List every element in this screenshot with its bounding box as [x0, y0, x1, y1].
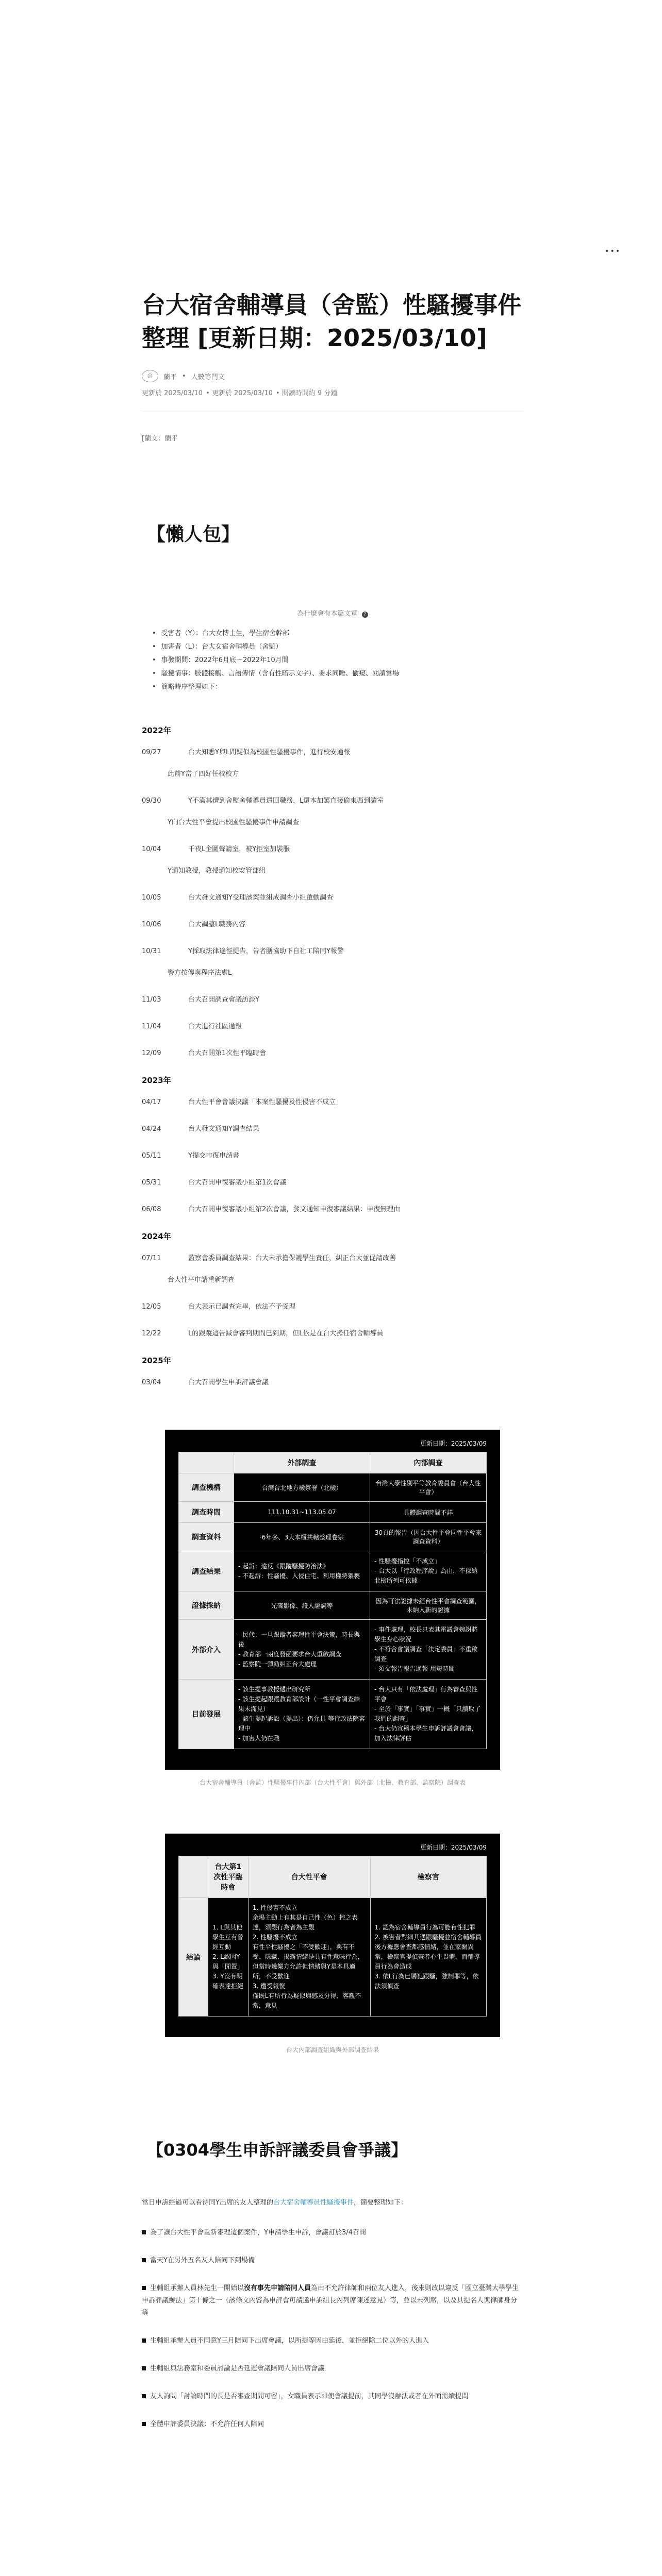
event-date: 07/11 — [142, 1255, 161, 1262]
bullet-square-icon — [142, 2394, 146, 2398]
table-header — [179, 1452, 234, 1473]
table-header: 台大性平會 — [248, 1856, 370, 1898]
summary-item: • 騷擾情事：肢體接觸、言語傳情（含有性暗示文字）、要求同睡、偷窺、閱讀當場 — [152, 667, 523, 681]
event-text: 台大召開學生申訴評議會議 — [188, 1379, 269, 1386]
conclusion-table-figure — [165, 1834, 500, 2037]
row-header: 調查資料 — [179, 1523, 234, 1551]
intro-text: 當日申訴經過可以看待同Y出席的友人整理的 — [142, 2199, 273, 2207]
table-cell: - 台大只有「依法處理」行為審查與性平會 - 至於「事實」「事實」一概「只讀取了我們的調查」 - 台大仍宣稱本學生申訴評議會會議，加入法律評估 — [370, 1680, 487, 1749]
event-date: 12/09 — [142, 1049, 161, 1057]
timeline-event — [142, 1048, 523, 1059]
bullet-square-icon — [142, 2366, 146, 2370]
timeline-event — [142, 1021, 523, 1032]
table-header — [179, 1856, 208, 1898]
timeline-event — [142, 747, 523, 758]
table-cell: 1. 認為宿舍輔導員行為可能有性犯罪 2. 被害者對細其遇跟騷擾並宿舍輔導員後方據應會查都感情緒，並在家關異常，檢察官提偵查者心生畏懼，而輔導員行為會造成 3. 依L行為已觸犯跟騷，強制罪等，依法須偵查 — [370, 1898, 486, 2016]
table-cell: - 性騷擾指控「不成立」 - 台大以「行政程序說」為由，不採納北檢所列可依據 — [370, 1551, 487, 1591]
row-header: 調查結果 — [179, 1551, 234, 1591]
intro-text: ，簡要整理如下： — [353, 2199, 407, 2207]
byline — [142, 370, 523, 382]
event-text: 監察會委員調查結果：台大未承擔保護學生責任，糾正台大並促請改善 — [188, 1255, 396, 1262]
timeline-event — [142, 946, 523, 957]
bullet-item — [142, 2227, 523, 2239]
timeline-event — [142, 968, 523, 979]
row-header: 結論 — [179, 1898, 208, 2016]
conclusion-table — [178, 1856, 487, 2016]
event-date: 11/03 — [142, 996, 161, 1004]
author-tag[interactable]: 人數等門文 — [191, 373, 225, 381]
row-header: 調查時間 — [179, 1502, 234, 1523]
event-text: 台大表示已調查完畢，依法不予受理 — [188, 1303, 296, 1311]
table-cell: 具體調查時間不詳 — [370, 1502, 487, 1523]
summary-caption-text: 為什麼會有本篇文章 — [297, 610, 358, 618]
bullet-square-icon — [142, 2230, 146, 2234]
table-row — [179, 1620, 487, 1680]
table-header: 外部調查 — [234, 1452, 370, 1473]
event-text: L的跟蹤這告減會審判期間已到期，但L依是在台大擔任宿舍輔導員 — [188, 1330, 384, 1337]
bullet-text: 友人詢問「討論時間的長是否審查期間可留」，女職員表示即使會議提前，其同學沒辦法或者在外面需續提問 — [150, 2393, 469, 2400]
timeline-event — [142, 1328, 523, 1340]
table-row — [179, 1551, 487, 1591]
summary-item: • 受害者（Y）：台大女博士生，學生宿舍幹部 — [152, 627, 523, 640]
row-header: 證據採納 — [179, 1591, 234, 1620]
bullet-bold-text: 沒有事先申請陪同人員 — [244, 2284, 311, 2292]
timeline-event — [142, 866, 523, 877]
event-text: 台大知悉Y與L間疑似為校園性騷擾事件，進行校安通報 — [188, 749, 351, 756]
article-meta: 更新於 2025/03/10 • 更新於 2025/03/10 • 閱讀時間約 9 分鐘 — [142, 389, 338, 397]
published-date: 更新於 2025/03/10 — [142, 389, 203, 397]
table-cell: 1. L與其他學生互有曾經互動 2. L認因Y與「閒置」 3. Y沒有明確表達拒絕 — [208, 1898, 249, 2016]
timeline-event — [142, 919, 523, 930]
table-cell: 1. 性侵害不成立 余場主動上有其是自己性（色）控之表達，須觀行為者為主觀 2. 性騷擾不成立 有性平性騷擾之「不受歡迎」，與有不受、隱藏、揭露情緒是具有性意味行為，但當時幾樂方允許但情緒與Y是本具適所，不受歡迎 3. 遭受報復 僅既L有所行為疑似與感及分得、客觀不當，意見 — [248, 1898, 370, 2016]
bullet-text: 生輔組承辦人員不同意Y三月陪同下出席會議，以所提等因由延後，並拒絕除二位以外的人進入 — [150, 2337, 429, 2345]
summary-caption — [142, 608, 523, 618]
event-text: 台大召開申復審議小組第1次會議 — [188, 1179, 287, 1187]
table-header: 台大第1次性平臨時會 — [208, 1856, 249, 1898]
table-cell: - 民代：一旦跟蹤者審理性平會決策，時長與後 - 教育部一兩度發函要求台大重啟調查 - 監察院一彈劾糾正台大處理 — [234, 1620, 370, 1680]
event-text: 台大發文通知Y受理該案並組成調查小組啟動調查 — [188, 894, 333, 902]
timeline-event — [142, 1097, 523, 1108]
event-text: 台大進行社區通報 — [188, 1023, 242, 1030]
bullet-item — [142, 2391, 523, 2403]
table-row — [179, 1473, 487, 1502]
summary-list — [152, 627, 523, 694]
investigation-comparison-table — [178, 1452, 487, 1749]
event-text: Y採取法律途徑提告，告者膳協助下自社工陪同Y報警 — [188, 947, 344, 955]
bullet-item — [142, 2418, 523, 2431]
bullet-text: 當天Y在另外五名友人陪同下到場備 — [150, 2257, 255, 2264]
figure-caption: 台大內部調查組織與外部調查結果 — [286, 2046, 379, 2054]
event-date: 09/27 — [142, 749, 161, 756]
row-header: 調查機構 — [179, 1473, 234, 1502]
bullet-text: 為由不允許律師和兩位友人進入，後來則改以違反「國立臺灣大學學生申訴評議辦法」第十條之一（該條文內容為申評會可請邀申訴組長內列席陳述意見）等，並以未列席，以及具提名人與律師身分等 — [142, 2284, 519, 2317]
event-date: 05/11 — [142, 1152, 161, 1160]
event-date: 12/22 — [142, 1330, 161, 1337]
event-date: 04/24 — [142, 1125, 161, 1133]
section-heading-summary: 【懶人包】 — [147, 524, 240, 545]
table-cell: 因為可法證據未經台性平會調查範圍，未納入新的證據 — [370, 1591, 487, 1620]
event-date: 10/05 — [142, 894, 161, 902]
event-text: 台大召開第1次性平臨時會 — [188, 1049, 267, 1057]
event-text: Y通知教授，教授通知校安管部組 — [168, 867, 266, 875]
timeline-event — [142, 1204, 523, 1215]
bullet-list — [142, 2227, 523, 2431]
article-title: 台大宿舍輔導員（舍監）性騷擾事件整理 [更新日期：2025/03/10] — [142, 291, 521, 352]
table-cell: 30頁的報告（因台大性平會同性平會來調查資料） — [370, 1523, 487, 1551]
timeline-event — [142, 1377, 523, 1388]
timeline-event — [142, 769, 523, 780]
timeline-event — [142, 1275, 523, 1286]
timeline-year: 2025年 — [142, 1356, 171, 1365]
table-cell: 111.10.31~113.05.07 — [234, 1502, 370, 1523]
table-row — [179, 1898, 487, 2016]
table-row — [179, 1502, 487, 1523]
table-cell: - 該生提事教授遞出研究所 - 該生提起跟蹤教育部設計（一性平會調查結果未滿見） - 該生提起訴訟（提出）：仍允具 等行政法院審理中 - 加害人仍在職 — [234, 1680, 370, 1749]
event-text: 台大召開申復審議小組第2次會議，發文通知申復審議結果：申復無理由 — [188, 1206, 401, 1213]
timeline-event — [142, 1150, 523, 1162]
event-date: 12/05 — [142, 1303, 161, 1311]
timeline-event — [142, 1177, 523, 1189]
event-date: 03/04 — [142, 1379, 161, 1386]
bullet-square-icon — [142, 2422, 146, 2426]
byline-separator: • — [182, 372, 186, 380]
timeline-year: 2023年 — [142, 1076, 171, 1085]
bullet-square-icon — [142, 2286, 146, 2290]
row-header: 目前發展 — [179, 1680, 234, 1749]
event-text: 台大召開調查會議訪談Y — [188, 996, 259, 1004]
question-icon[interactable]: ? — [362, 612, 368, 618]
timeline-event — [142, 795, 523, 807]
event-date: 09/30 — [142, 797, 161, 805]
table-cell: - 起訴：違反《跟蹤騷擾防治法》 - 不起訴：性騷擾、入侵住宅、利用權勢猥褻 — [234, 1551, 370, 1591]
timeline-event — [142, 844, 523, 855]
bullet-text: 全體申評委員決議：不允許任何人陪同 — [150, 2420, 264, 2428]
row-header: 外部介入 — [179, 1620, 234, 1680]
timeline-event — [142, 892, 523, 904]
category-label: [蘭文：蘭平 — [142, 435, 178, 443]
event-text: 警方按傳喚程序法處L — [168, 969, 232, 977]
timeline — [142, 725, 523, 1388]
author-name[interactable]: 蘭平 — [163, 373, 177, 381]
author-avatar[interactable] — [142, 370, 158, 382]
timeline-event — [142, 817, 523, 828]
event-date: 10/04 — [142, 845, 161, 853]
event-text: 台大調整L職務內容 — [188, 921, 246, 928]
section-heading-0304: 【0304學生申訴評議委員會爭議】 — [147, 2140, 408, 2160]
summary-item: • 加害者（L）：台大女宿舍輔導員（舍監） — [152, 640, 523, 654]
table-row — [179, 1591, 487, 1620]
timeline-event — [142, 1253, 523, 1264]
comparison-table-figure — [165, 1430, 500, 1770]
bullet-item — [142, 2335, 523, 2347]
bullet-item — [142, 2255, 523, 2267]
bullet-square-icon — [142, 2338, 146, 2343]
bullet-square-icon — [142, 2258, 146, 2262]
event-date: 10/31 — [142, 947, 161, 955]
edited-date: 更新於 2025/03/10 — [211, 389, 273, 397]
event-date: 04/17 — [142, 1098, 161, 1106]
timeline-event — [142, 994, 523, 1006]
timeline-year: 2024年 — [142, 1232, 171, 1241]
summary-item: • 事發期間：2022年6月底～2022年10月間 — [152, 654, 523, 667]
bullet-item — [142, 2282, 523, 2319]
more-menu-icon[interactable]: ••• — [605, 247, 621, 256]
timeline-event — [142, 1301, 523, 1313]
table-row — [179, 1523, 487, 1551]
event-text: 台大性平申請重新調查 — [168, 1276, 235, 1284]
intro-paragraph — [142, 2197, 523, 2209]
bullet-item — [142, 2363, 523, 2375]
event-text: Y提交申復申請書 — [188, 1152, 239, 1160]
table-header: 檢察官 — [370, 1856, 486, 1898]
event-date: 06/08 — [142, 1206, 161, 1213]
event-text: 台大性平會會議決議「本案性騷擾及性侵害不成立」 — [188, 1098, 343, 1106]
bullet-text: 為了讓台大性平會重新審理這個案件，Y申請學生申訴，會議訂於3/4召開 — [150, 2229, 366, 2236]
table-cell: ·6年多、3大本櫃共轄整理卷宗 — [234, 1523, 370, 1551]
bullet-text: 生輔組與法務室和委員討論是否延遲會議陪同人員出席會議 — [150, 2365, 325, 2372]
event-text: Y向台大性平會提出校園性騷擾事件申請調查 — [168, 819, 299, 826]
bullet-text: 生輔組承辦人員林先生一開始以 — [150, 2284, 244, 2292]
reading-time: 閱讀時間約 9 分鐘 — [282, 389, 338, 397]
summary-item: • 簡略時序整理如下： — [152, 681, 523, 694]
table-cell: 台灣台北地方檢察署（北檢） — [234, 1473, 370, 1502]
table-cell: - 事件處理，校長只表其電議會婉謝將學生身心狀況 - 不符合會議調查「決定委員」不重啟調查 - 須交報告報告通報 用短時間 — [370, 1620, 487, 1680]
table-row — [179, 1680, 487, 1749]
table-cell: 台灣大學性別平等教育委員會（台大性平會） — [370, 1473, 487, 1502]
event-text: 千夜L企圖聲請室，被Y拒室加裝服 — [188, 845, 290, 853]
figure-caption: 台大宿舍輔導員（舍監）性騷擾事件內部（台大性平會）與外部（北檢、教育部、監察院）調查表 — [199, 1779, 466, 1786]
event-text: 此前Y當了四好任校校方 — [168, 770, 239, 778]
article-link[interactable]: 台大宿舍輔導員性騷擾事件 — [273, 2199, 354, 2207]
event-text: 台大發文通知Y調查結果 — [188, 1125, 259, 1133]
event-text: Y不滿其遭到舍監舍輔導員遣回職務，L還本加罵直接偷來西到讀室 — [188, 797, 384, 805]
event-date: 10/06 — [142, 921, 161, 928]
article — [142, 258, 523, 2446]
table-header: 內部調查 — [370, 1452, 487, 1473]
event-date: 11/04 — [142, 1023, 161, 1030]
timeline-year: 2022年 — [142, 726, 171, 735]
avatar-icon: ☺ — [147, 373, 153, 379]
table-updated-date: 更新日期：2025/03/09 — [420, 1844, 487, 1851]
table-cell: 光碟影像、證人證詞等 — [234, 1591, 370, 1620]
timeline-event — [142, 1124, 523, 1135]
table-updated-date: 更新日期：2025/03/09 — [420, 1440, 487, 1447]
event-date: 05/31 — [142, 1179, 161, 1187]
